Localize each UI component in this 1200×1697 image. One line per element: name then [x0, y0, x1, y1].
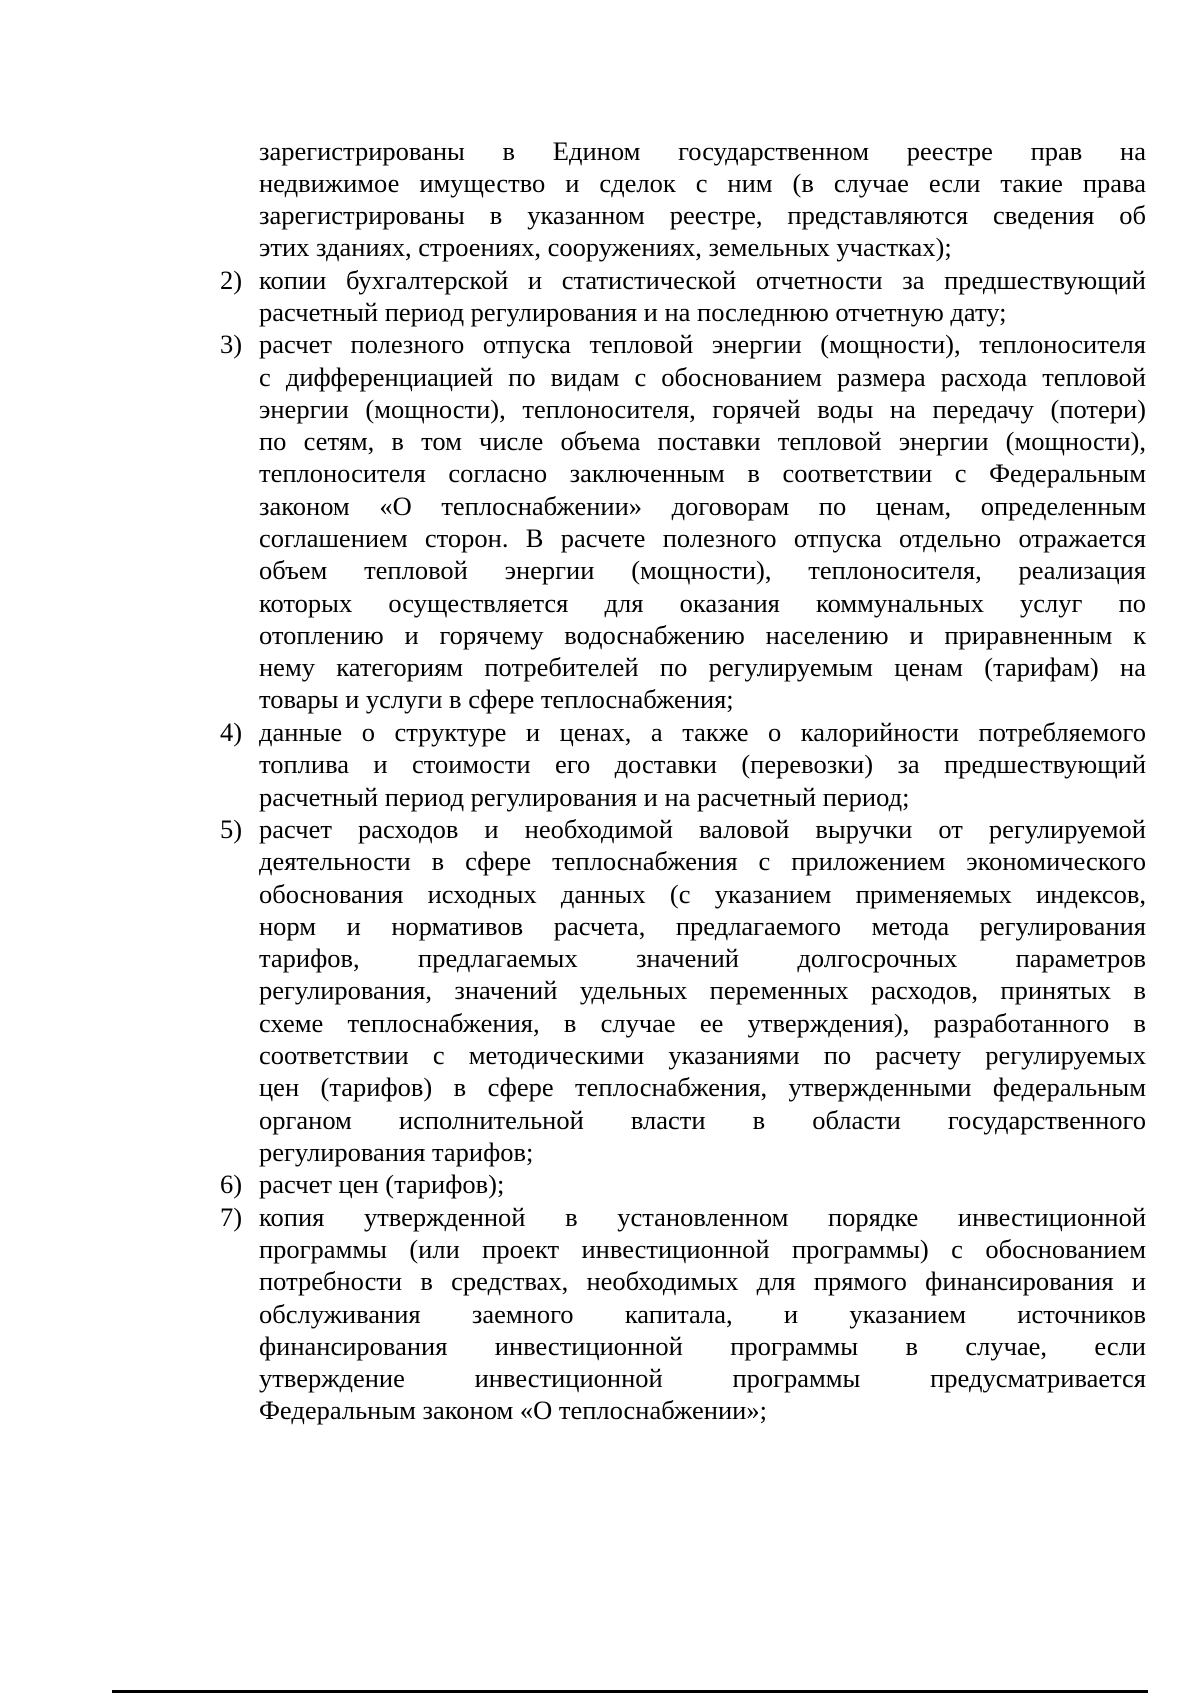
text-line: расчет расходов и необходимой валовой выручки от регулируемой [259, 814, 1146, 844]
list-item-number: 2) [220, 265, 243, 295]
text-line: зарегистрированы в Едином государственном реестре прав на [259, 136, 1146, 166]
text-line: расчетный период регулирования и на расчетный период; [259, 782, 910, 812]
text-line: законом «О теплоснабжении» договорам по ценам, определенным [259, 491, 1146, 521]
text-line: потребности в средствах, необходимых для прямого финансирования и [259, 1266, 1146, 1296]
text-line: которых осуществляется для оказания коммунальных услуг по [259, 588, 1146, 618]
text-line: теплоносителя согласно заключенным в соответствии с Федеральным [259, 458, 1146, 488]
text-line: расчетный период регулирования и на последнюю отчетную дату; [259, 297, 1007, 327]
text-line: органом исполнительной власти в области государственного [259, 1105, 1146, 1135]
text-line: копии бухгалтерской и статистической отчетности за предшествующий [259, 265, 1146, 295]
list-item-number: 3) [220, 329, 243, 359]
text-line: обслуживания заемного капитала, и указанием источников [259, 1299, 1146, 1329]
text-line: зарегистрированы в указанном реестре, представляются сведения об [259, 200, 1146, 230]
text-line: энергии (мощности), теплоносителя, горячей воды на передачу (потери) [259, 394, 1146, 424]
text-line: соответствии с методическими указаниями по расчету регулируемых [259, 1040, 1146, 1070]
text-line: расчет полезного отпуска тепловой энергии (мощности), теплоносителя [259, 329, 1146, 359]
list-item-number: 5) [220, 814, 243, 844]
text-line: топлива и стоимости его доставки (перевозки) за предшествующий [259, 749, 1146, 779]
text-line: этих зданиях, строениях, сооружениях, земельных участках); [259, 232, 952, 262]
text-line: норм и нормативов расчета, предлагаемого метода регулирования [259, 911, 1146, 941]
text-line: товары и услуги в сфере теплоснабжения; [259, 684, 734, 714]
text-line: недвижимое имущество и сделок с ним (в случае если такие права [259, 168, 1146, 198]
text-line: расчет цен (тарифов); [259, 1169, 505, 1199]
text-line: Федеральным законом «О теплоснабжении»; [259, 1395, 767, 1425]
list-item-number: 7) [220, 1202, 243, 1232]
text-line: утверждение инвестиционной программы предусматривается [259, 1363, 1146, 1393]
list-item-number: 4) [220, 717, 243, 747]
text-line: нему категориям потребителей по регулируемым ценам (тарифам) на [259, 652, 1146, 682]
text-line: обоснования исходных данных (с указанием применяемых индексов, [259, 879, 1146, 909]
text-line: регулирования тарифов; [259, 1137, 534, 1167]
text-line: отоплению и горячему водоснабжению населению и приравненным к [259, 620, 1146, 650]
footer-divider [112, 1690, 1148, 1693]
text-line: копия утвержденной в установленном порядке инвестиционной [259, 1202, 1146, 1232]
text-line: объем тепловой энергии (мощности), теплоносителя, реализация [259, 555, 1146, 585]
text-line: тарифов, предлагаемых значений долгосрочных параметров [259, 943, 1146, 973]
text-line: с дифференциацией по видам с обоснованием размера расхода тепловой [259, 362, 1146, 392]
text-line: деятельности в сфере теплоснабжения с приложением экономического [259, 846, 1146, 876]
list-item-number: 6) [220, 1169, 243, 1199]
text-line: финансирования инвестиционной программы в случае, если [259, 1331, 1146, 1361]
text-line: данные о структуре и ценах, а также о калорийности потребляемого [259, 717, 1146, 747]
text-line: регулирования, значений удельных переменных расходов, принятых в [259, 975, 1146, 1005]
text-line: цен (тарифов) в сфере теплоснабжения, утвержденными федеральным [259, 1072, 1146, 1102]
text-line: программы (или проект инвестиционной программы) с обоснованием [259, 1234, 1146, 1264]
text-line: соглашением сторон. В расчете полезного отпуска отдельно отражается [259, 523, 1146, 553]
text-line: по сетям, в том числе объема поставки тепловой энергии (мощности), [259, 426, 1146, 456]
text-line: схеме теплоснабжения, в случае ее утверждения), разработанного в [259, 1008, 1146, 1038]
